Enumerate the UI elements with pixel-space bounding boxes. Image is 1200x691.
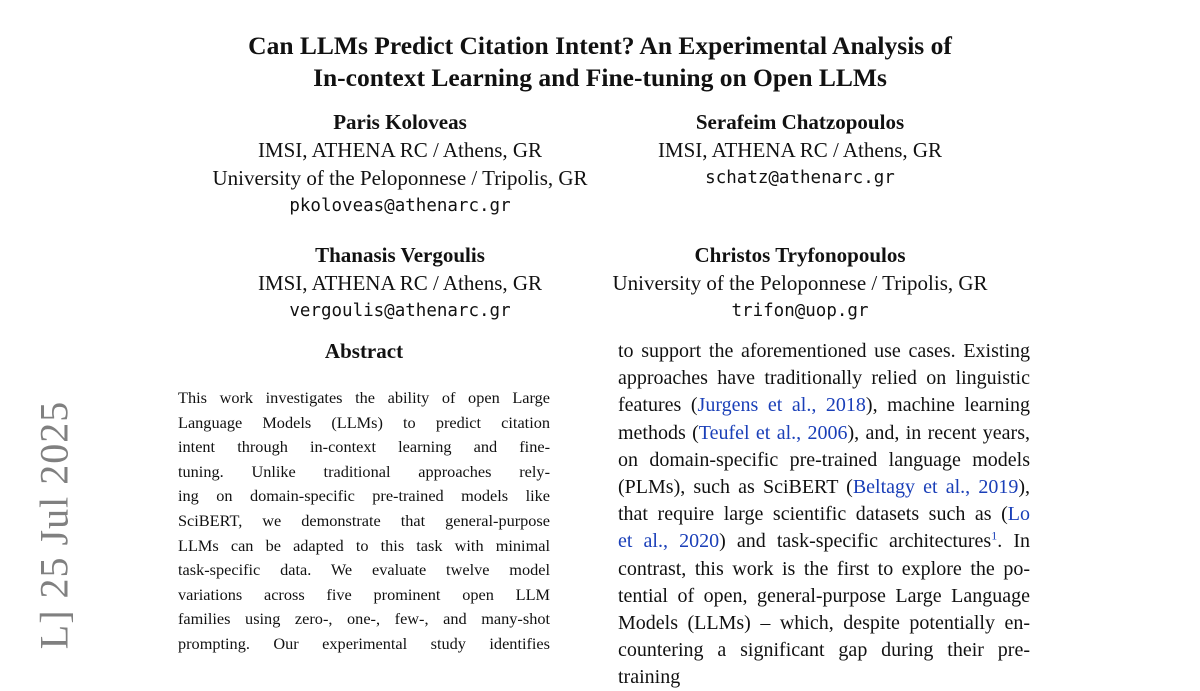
body-line: to support the aforementioned use cases. Existing xyxy=(618,340,1030,362)
author-affiliation: University of the Peloponnese / Tripolis, GR xyxy=(212,166,588,190)
citation-link[interactable]: Jurgens et al., 2018 xyxy=(697,394,866,417)
author-affiliation: IMSI, ATHENA RC / Athens, GR xyxy=(257,271,543,295)
abstract-line: families using zero-, one-, few-, and many-shot xyxy=(178,609,550,629)
paper-title xyxy=(0,30,1200,94)
body-line: countering a significant gap during their pre-training xyxy=(618,639,1030,689)
author-affiliation: University of the Peloponnese / Tripolis, GR xyxy=(612,271,988,295)
author-name: Paris Koloveas xyxy=(333,110,467,134)
abstract-line: ing on domain-specific pre-trained models like xyxy=(178,486,550,506)
citation-link[interactable]: et al., 2020 xyxy=(618,530,720,553)
author-email: vergoulis@athenarc.gr xyxy=(289,301,511,321)
body-line xyxy=(618,528,1030,555)
title-line-1: Can LLMs Predict Citation Intent? An Experimental Analysis of xyxy=(248,31,952,60)
author-name: Thanasis Vergoulis xyxy=(315,243,485,267)
body-text: methods ( xyxy=(618,421,699,444)
abstract-body xyxy=(178,386,550,657)
body-text: ) and task-specific architectures xyxy=(719,530,992,553)
citation-link[interactable]: Beltagy et al., 2019 xyxy=(852,475,1019,498)
citation-link[interactable]: Lo xyxy=(1007,503,1030,526)
body-line: approaches have traditionally relied on linguistic xyxy=(618,367,1030,390)
abstract-line: This work investigates the ability of open Large xyxy=(178,388,550,407)
abstract-line: tuning. Unlike traditional approaches rely- xyxy=(178,461,550,481)
author-email: schatz@athenarc.gr xyxy=(705,168,895,188)
author-affiliation: IMSI, ATHENA RC / Athens, GR xyxy=(257,138,543,162)
body-line xyxy=(618,392,1030,419)
introduction-column xyxy=(618,338,1031,689)
abstract-line: variations across five prominent open LLM xyxy=(178,584,550,604)
body-text: ), machine learning xyxy=(865,394,1031,417)
abstract-line: Language Models (LLMs) to predict citation xyxy=(178,412,550,432)
abstract-line: task-specific data. We evaluate twelve model xyxy=(178,560,550,580)
citation-link[interactable]: Teufel et al., 2006 xyxy=(698,421,848,444)
title-line-2: In-context Learning and Fine-tuning on Open LLMs xyxy=(313,63,887,92)
author-affiliation: IMSI, ATHENA RC / Athens, GR xyxy=(657,138,943,162)
abstract-line: prompting. Our experimental study identifies xyxy=(178,633,550,653)
body-text: that require large scientific datasets such as ( xyxy=(618,503,1008,526)
body-text: features ( xyxy=(618,394,698,417)
author-name: Christos Tryfonopoulos xyxy=(694,243,906,267)
abstract-line: SciBERT, we demonstrate that general-purpose xyxy=(178,510,550,530)
author-block-tryfonopoulos xyxy=(560,241,1040,326)
body-text: ), and, in recent years, xyxy=(847,421,1030,444)
abstract-line: intent through in-context learning and fine- xyxy=(178,437,550,457)
body-line: contrast, this work is the first to explore the po- xyxy=(618,557,1030,580)
body-line: on domain-specific pre-trained language models xyxy=(618,448,1030,471)
author-email: trifon@uop.gr xyxy=(731,301,869,321)
author-name: Serafeim Chatzopoulos xyxy=(695,110,905,134)
body-text: ), xyxy=(1018,475,1030,498)
author-block-koloveas xyxy=(150,108,650,221)
body-line: Models (LLMs) – which, despite potentially en- xyxy=(618,611,1030,634)
body-line xyxy=(618,420,1030,447)
body-line: tential of open, general-purpose Large Language xyxy=(618,584,1030,607)
footnote-marker[interactable]: 1 xyxy=(991,528,998,543)
author-block-chatzopoulos xyxy=(600,108,1000,193)
body-text: . In xyxy=(997,530,1030,553)
arxiv-stamp: L] 25 Jul 2025 xyxy=(31,400,77,650)
abstract-heading: Abstract xyxy=(324,339,404,363)
body-line xyxy=(618,474,1030,501)
body-text: (PLMs), such as SciBERT ( xyxy=(618,475,853,498)
author-email: pkoloveas@athenarc.gr xyxy=(289,196,511,216)
abstract-line: LLMs can be adapted to this task with minimal xyxy=(178,535,550,555)
body-line xyxy=(618,501,1030,528)
